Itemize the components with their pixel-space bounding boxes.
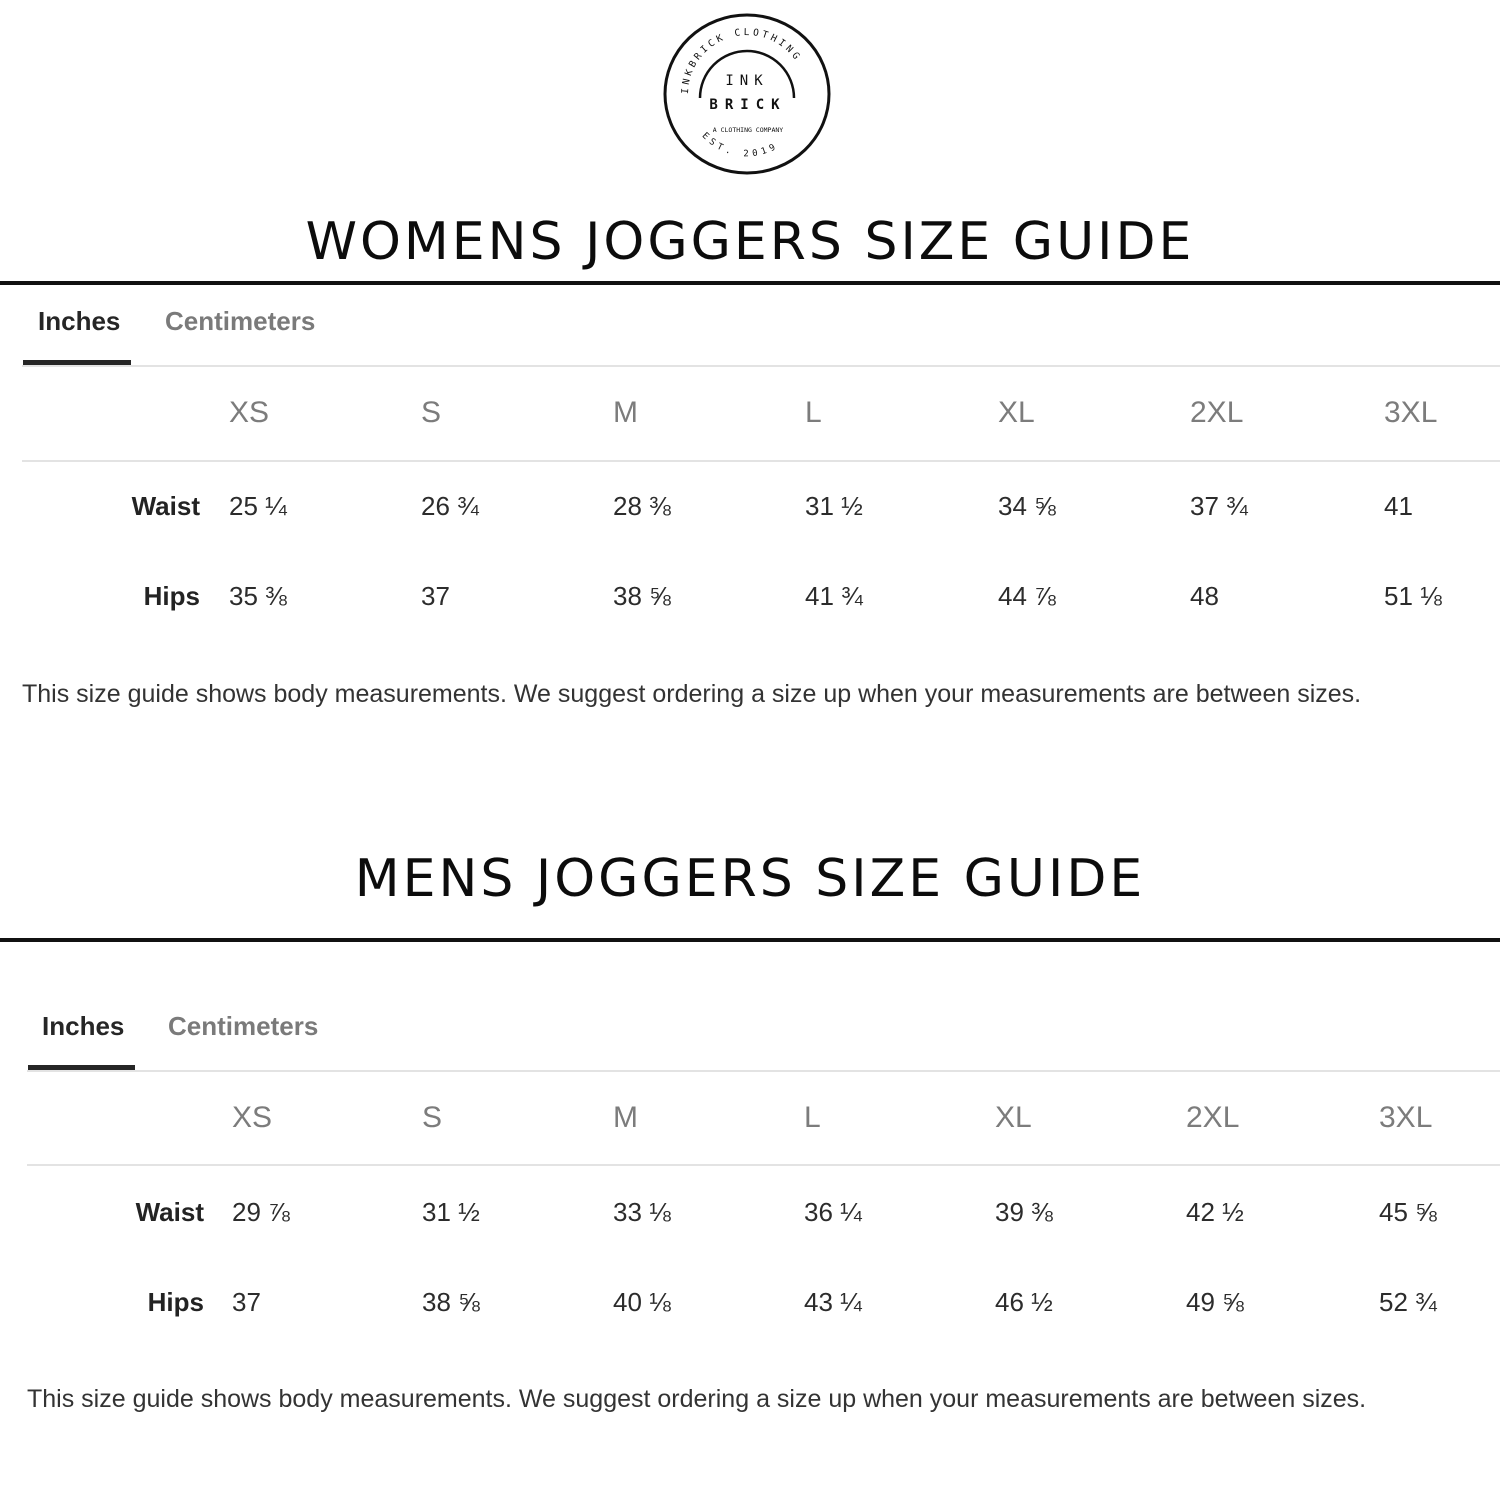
womens-tab-centimeters[interactable]: Centimeters xyxy=(165,306,316,336)
womens-title-divider xyxy=(0,281,1500,285)
mens-size-note: This size guide shows body measurements. We suggest ordering a size up when your measurements are between sizes. xyxy=(27,1385,1367,1413)
mens-header-divider xyxy=(27,1164,1500,1166)
logo-est: EST. 2019 xyxy=(699,131,781,160)
womens-waist-cell: 34 ⅝ xyxy=(998,491,1056,521)
womens-size-head: S xyxy=(421,396,442,429)
logo-line1: INK xyxy=(725,73,769,89)
mens-hips-cell: 40 ⅛ xyxy=(613,1287,671,1317)
womens-waist-cell: 25 ¼ xyxy=(229,491,287,521)
mens-size-head: 2XL xyxy=(1186,1101,1240,1134)
womens-waist-cell: 28 ⅜ xyxy=(613,491,671,521)
mens-size-head: M xyxy=(613,1101,638,1134)
womens-hips-cell: 41 ¾ xyxy=(805,581,863,611)
womens-size-head: M xyxy=(613,396,638,429)
womens-section-title: WOMENS JOGGERS SIZE GUIDE xyxy=(305,212,1195,272)
mens-size-head: 3XL xyxy=(1379,1101,1433,1134)
womens-waist-cell: 31 ½ xyxy=(805,491,863,521)
mens-waist-cell: 31 ½ xyxy=(422,1197,480,1227)
womens-size-note: This size guide shows body measurements. We suggest ordering a size up when your measurements are between sizes. xyxy=(22,680,1362,708)
womens-hips-cell: 38 ⅝ xyxy=(613,581,671,611)
logo-ring-text: INKBRICK CLOTHING xyxy=(679,26,804,95)
mens-waist-cell: 42 ½ xyxy=(1186,1197,1244,1227)
mens-hips-cell: 52 ¾ xyxy=(1379,1287,1437,1317)
womens-hips-cell: 44 ⅞ xyxy=(998,581,1056,611)
mens-waist-cell: 39 ⅜ xyxy=(995,1197,1053,1227)
womens-hips-cell: 48 xyxy=(1190,581,1219,611)
mens-hips-cell: 46 ½ xyxy=(995,1287,1053,1317)
mens-waist-cell: 36 ¼ xyxy=(804,1197,862,1227)
womens-size-head: XL xyxy=(998,396,1035,429)
mens-waist-cell: 33 ⅛ xyxy=(613,1197,671,1227)
mens-tab-active-indicator xyxy=(28,1065,135,1070)
womens-header-divider xyxy=(22,460,1500,462)
womens-tabs-divider xyxy=(22,365,1500,367)
logo-tagline: A CLOTHING COMPANY xyxy=(712,126,784,134)
mens-hips-cell: 43 ¼ xyxy=(804,1287,862,1317)
mens-title-divider xyxy=(0,938,1500,942)
mens-waist-cell: 45 ⅝ xyxy=(1379,1197,1437,1227)
womens-size-head: L xyxy=(805,396,822,429)
logo-line2: BRICK xyxy=(709,97,787,113)
womens-waist-cell: 37 ¾ xyxy=(1190,491,1248,521)
mens-tab-inches[interactable]: Inches xyxy=(42,1011,125,1041)
mens-hips-cell: 49 ⅝ xyxy=(1186,1287,1244,1317)
womens-tab-active-indicator xyxy=(23,360,131,365)
womens-hips-cell: 35 ⅜ xyxy=(229,581,287,611)
womens-hips-cell: 37 xyxy=(421,581,450,611)
womens-size-head: 2XL xyxy=(1190,396,1244,429)
womens-size-head: 3XL xyxy=(1384,396,1438,429)
womens-waist-cell: 26 ¾ xyxy=(421,491,479,521)
mens-tabs-divider xyxy=(27,1070,1500,1072)
womens-row-label-waist: Waist xyxy=(131,491,200,521)
womens-size-head: XS xyxy=(229,396,270,429)
mens-hips-cell: 38 ⅝ xyxy=(422,1287,480,1317)
mens-size-head: XS xyxy=(232,1101,273,1134)
mens-size-head: XL xyxy=(995,1101,1032,1134)
inkbrick-logo xyxy=(662,12,832,176)
mens-tab-centimeters[interactable]: Centimeters xyxy=(168,1011,319,1041)
womens-hips-cell: 51 ⅛ xyxy=(1384,581,1442,611)
mens-hips-cell: 37 xyxy=(232,1287,261,1317)
womens-tab-inches[interactable]: Inches xyxy=(38,306,121,336)
svg-text:EST. 2019 xyxy=(700,131,781,159)
womens-row-label-hips: Hips xyxy=(143,581,200,611)
mens-size-head: L xyxy=(804,1101,821,1134)
mens-size-head: S xyxy=(422,1101,443,1134)
womens-waist-cell: 41 xyxy=(1384,491,1413,521)
mens-waist-cell: 29 ⅞ xyxy=(232,1197,290,1227)
mens-section-title: MENS JOGGERS SIZE GUIDE xyxy=(354,849,1146,909)
mens-row-label-hips: Hips xyxy=(147,1287,204,1317)
mens-row-label-waist: Waist xyxy=(135,1197,204,1227)
